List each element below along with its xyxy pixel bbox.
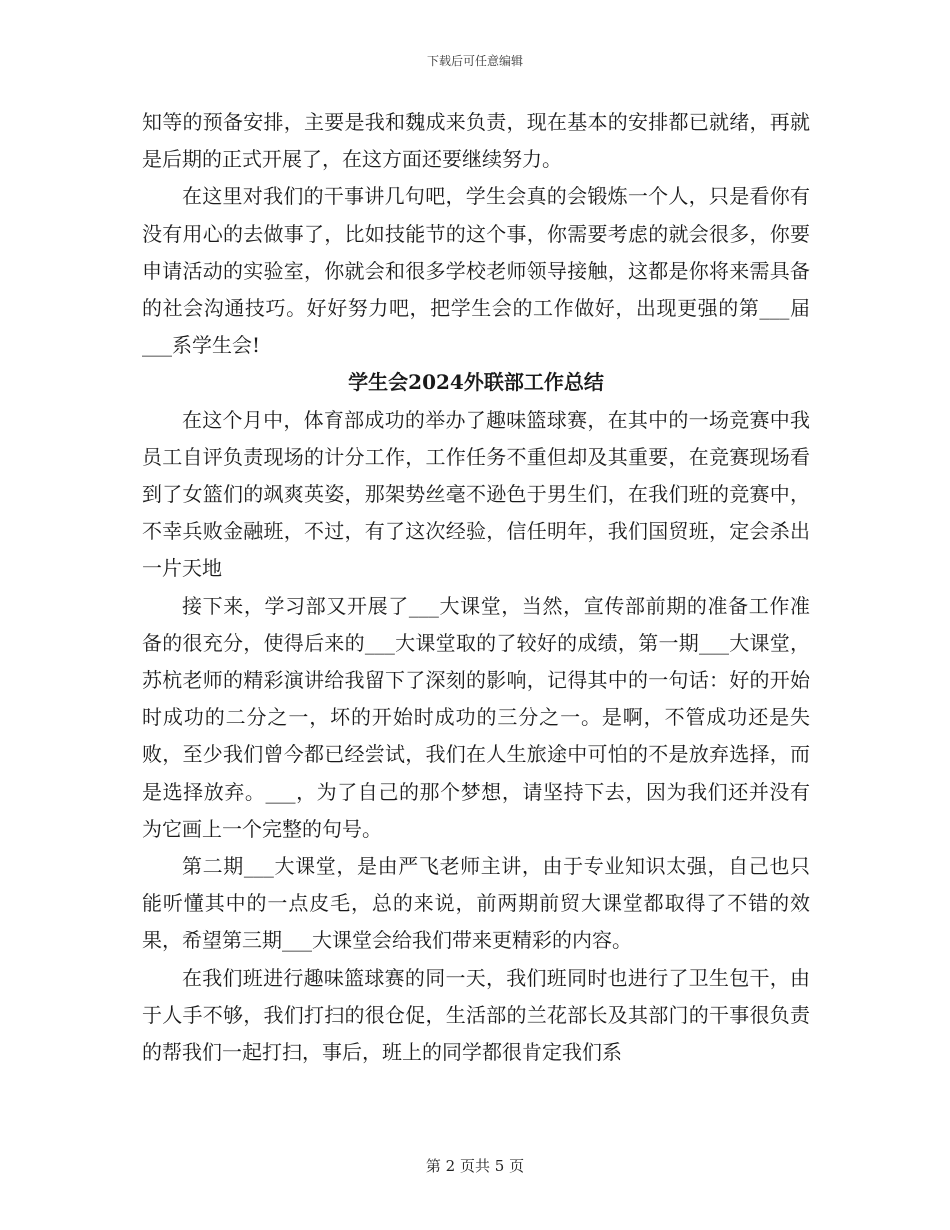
paragraph: 接下来，学习部又开展了___大课堂，当然，宣传部前期的准备工作准备的很充分，使得后来的___大课堂取的了较好的成绩，第一期___大课堂，苏杭老师的精彩演讲给我留下了深刻的影响，记得其中的一句话：好的开始时成功的二分之一，坏的开始时成功的三分之一。是啊，不管成功还是失败，至少我们曾今都已经尝试，我们在人生旅途中可怕的不是放弃选择，而是选择放弃。___，为了自己的那个梦想，请坚持下去，因为我们还并没有为它画上一个完整的句号。 [142, 593, 810, 841]
page-footer: 第 2 页共 5 页 [425, 1157, 525, 1175]
paragraph: 知等的预备安排，主要是我和魏成来负责，现在基本的安排都已就绪，再就是后期的正式开展了，在这方面还要继续努力。 [142, 110, 810, 172]
page-header: 下载后可任意编辑 [426, 54, 523, 68]
paragraph: 第二期___大课堂，是由严飞老师主讲，由于专业知识太强，自己也只能听懂其中的一点皮毛，总的来说，前两期前贸大课堂都取得了不错的效果，希望第三期___大课堂会给我们带来更精彩的内容。 [142, 854, 810, 953]
paragraph: 在这个月中，体育部成功的举办了趣味篮球赛，在其中的一场竞赛中我员工自评负责现场的计分工作，工作任务不重但却及其重要，在竞赛现场看到了女篮们的飒爽英姿，那架势丝毫不逊色于男生们，在我们班的竞赛中，不幸兵败金融班，不过，有了这次经验，信任明年，我们国贸班，定会杀出一片天地 [142, 407, 810, 581]
section-title: 学生会2024外联部工作总结 [348, 370, 604, 395]
document-body [142, 104, 810, 1071]
paragraph: 在这里对我们的干事讲几句吧，学生会真的会锻炼一个人，只是看你有没有用心的去做事了，比如技能节的这个事，你需要考虑的就会很多，你要申请活动的实验室，你就会和很多学校老师领导接触，这都是你将来需具备的社会沟通技巧。好好努力吧，把学生会的工作做好，出现更强的第___届___系学生会! [142, 184, 810, 358]
paragraph: 在我们班进行趣味篮球赛的同一天，我们班同时也进行了卫生包干，由于人手不够，我们打扫的很仓促，生活部的兰花部长及其部门的干事很负责的帮我们一起打扫，事后，班上的同学都很肯定我们系 [142, 965, 810, 1065]
